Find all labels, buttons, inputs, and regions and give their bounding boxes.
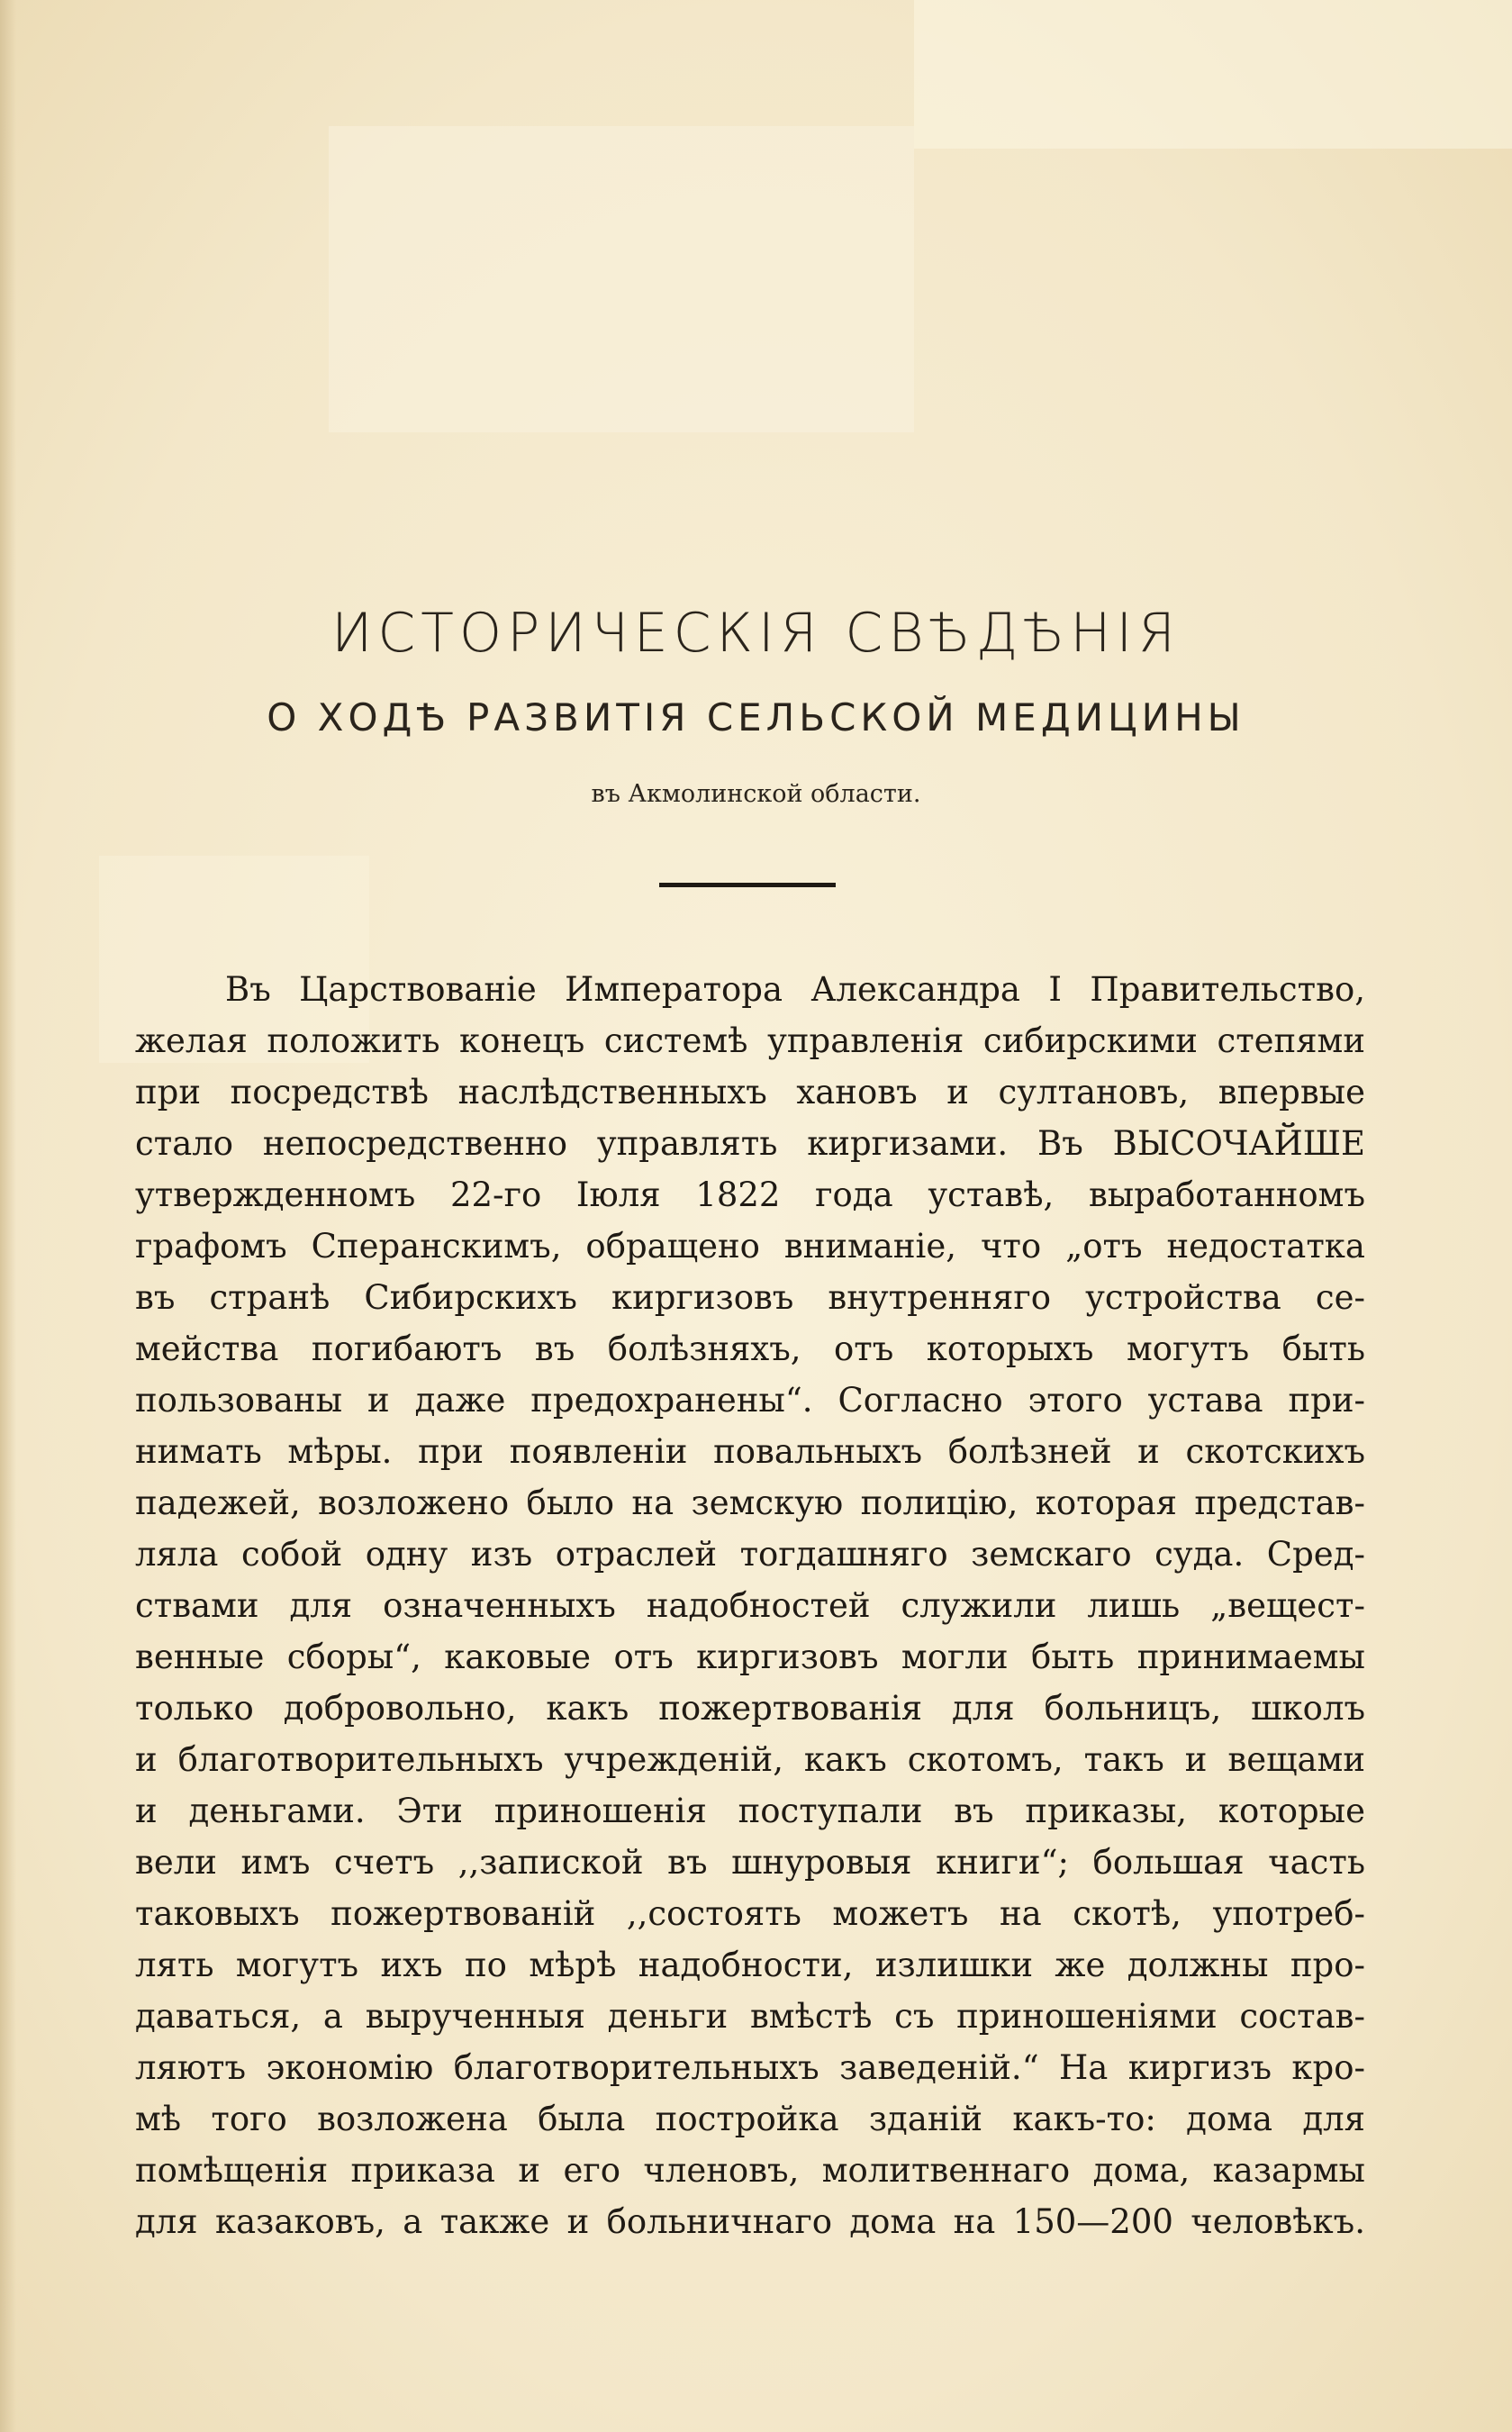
paragraph-line: ляла собой одну изъ отраслей тогдашняго земскаго суда. Сред- (135, 1535, 1365, 1574)
paragraph-line: желая положить конецъ системѣ управленія сибирскими степями (135, 1021, 1365, 1060)
show-through-decoration (684, 306, 695, 342)
paragraph-line: въ странѣ Сибирскихъ киргизовъ внутренняго устройства се- (135, 1278, 1365, 1317)
paragraph-line: падежей, возложено было на земскую полицію, которая представ- (135, 1484, 1365, 1522)
paragraph-line: мейства погибаютъ въ болѣзняхъ, отъ которыхъ могутъ быть (135, 1329, 1365, 1368)
paragraph-line: стало непосредственно управлять киргизами. Въ ВЫСОЧАЙШЕ (135, 1124, 1365, 1163)
paragraph-line: только добровольно, какъ пожертвованія для больницъ, школъ (135, 1689, 1365, 1728)
paper-patch (914, 0, 1512, 149)
page-edge-shadow (0, 0, 16, 2432)
paragraph-line: при посредствѣ наслѣдственныхъ хановъ и султановъ, впервые (135, 1073, 1365, 1112)
paragraph-line: и деньгами. Эти приношенія поступали въ приказы, которые (135, 1792, 1365, 1830)
paragraph-line: ствами для означенныхъ надобностей служили лишь „вещест- (135, 1586, 1365, 1625)
section-divider (659, 883, 836, 887)
paragraph-line: лять могутъ ихъ по мѣрѣ надобности, излишки же должны про- (135, 1946, 1365, 1984)
paragraph-line: венные сборы“, каковые отъ киргизовъ могли быть принимаемы (135, 1638, 1365, 1676)
document-region-line: въ Акмолинской области. (591, 780, 921, 808)
paragraph-line: таковыхъ пожертвованій ,,состоять можетъ на скотѣ, употреб- (135, 1894, 1365, 1933)
paragraph-line: даваться, а вырученныя деньги вмѣстѣ съ приношеніями состав- (135, 1997, 1365, 2036)
paragraph-line: нимать мѣры. при появленіи повальныхъ болѣзней и скотскихъ (135, 1432, 1365, 1471)
paragraph-line: помѣщенія приказа и его членовъ, молитвеннаго дома, казармы (135, 2151, 1365, 2190)
paper-patch (329, 126, 914, 432)
paragraph-line: для казаковъ, а также и больничнаго дома на 150—200 человѣкъ. (135, 2202, 1365, 2241)
paragraph-line: графомъ Сперанскимъ, обращено вниманіе, что „отъ недостатка (135, 1227, 1365, 1266)
body-paragraph (135, 964, 1365, 2247)
paragraph-line: и благотворительныхъ учрежденій, какъ скотомъ, такъ и вещами (135, 1740, 1365, 1779)
paragraph-line: мѣ того возложена была постройка зданій какъ-то: дома для (135, 2100, 1365, 2138)
paragraph-line: пользованы и даже предохранены“. Согласно этого устава при- (135, 1381, 1365, 1420)
paragraph-line: Въ Царствованіе Императора Александра I Правительство, (225, 970, 1365, 1009)
paragraph-line: вели имъ счетъ ,,запиской въ шнуровыя книги“; большая часть (135, 1843, 1365, 1882)
paragraph-line: утвержденномъ 22-го Іюля 1822 года уставѣ, выработанномъ (135, 1175, 1365, 1214)
document-title: ИСТОРИЧЕСКІЯ СВѢДѢНІЯ (331, 602, 1181, 665)
document-subtitle: О ХОДѢ РАЗВИТІЯ СЕЛЬСКОЙ МЕДИЦИНЫ (267, 695, 1245, 740)
paragraph-line: ляютъ экономію благотворительныхъ заведеній.“ На киргизъ кро- (135, 2048, 1365, 2087)
